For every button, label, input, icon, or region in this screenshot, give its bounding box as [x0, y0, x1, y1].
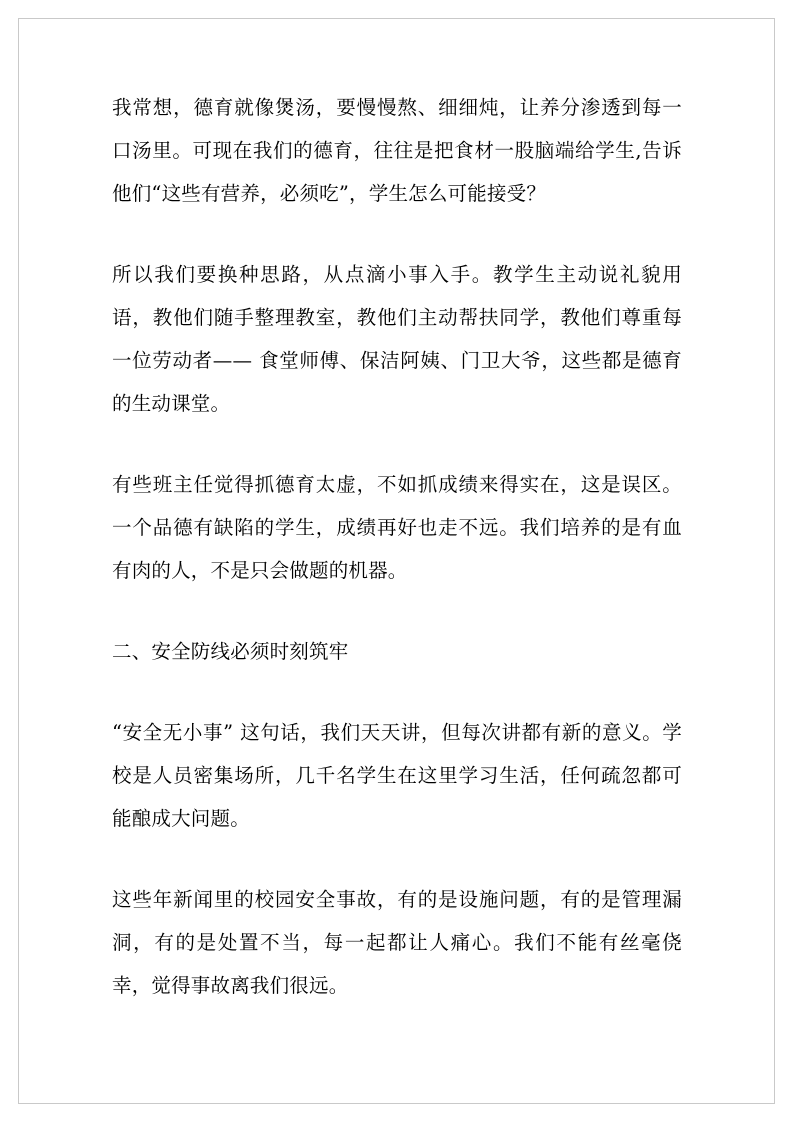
section-heading: 二、安全防线必须时刻筑牢 [112, 640, 349, 663]
paragraph: 这些年新闻里的校园安全事故，有的是设施问题，有的是管理漏洞，有的是处置不当，每一起都让人痛心。我们不能有丝毫侥幸，觉得事故离我们很远。 [112, 888, 682, 997]
paragraph: 所以我们要换种思路，从点滴小事入手。教学生主动说礼貌用语，教他们随手整理教室，教他们主动帮扶同学，教他们尊重每一位劳动者—— 食堂师傅、保洁阿姨、门卫大爷，这些都是德育的生动课堂。 [112, 263, 682, 415]
paragraph: “安全无小事” 这句话，我们天天讲，但每次讲都有新的意义。学校是人员密集场所，几千名学生在这里学习生活，任何疏忽都可能酿成大问题。 [112, 721, 682, 830]
paragraph: 我常想，德育就像煲汤，要慢慢熬、细细炖，让养分渗透到每一口汤里。可现在我们的德育，往往是把食材一股脑端给学生,告诉他们“这些有营养，必须吃”，学生怎么可能接受？ [112, 96, 682, 205]
document-body [112, 86, 682, 1007]
paragraph: 有些班主任觉得抓德育太虚，不如抓成绩来得实在，这是误区。一个品德有缺陷的学生，成绩再好也走不远。我们培养的是有血有肉的人，不是只会做题的机器。 [112, 473, 682, 582]
